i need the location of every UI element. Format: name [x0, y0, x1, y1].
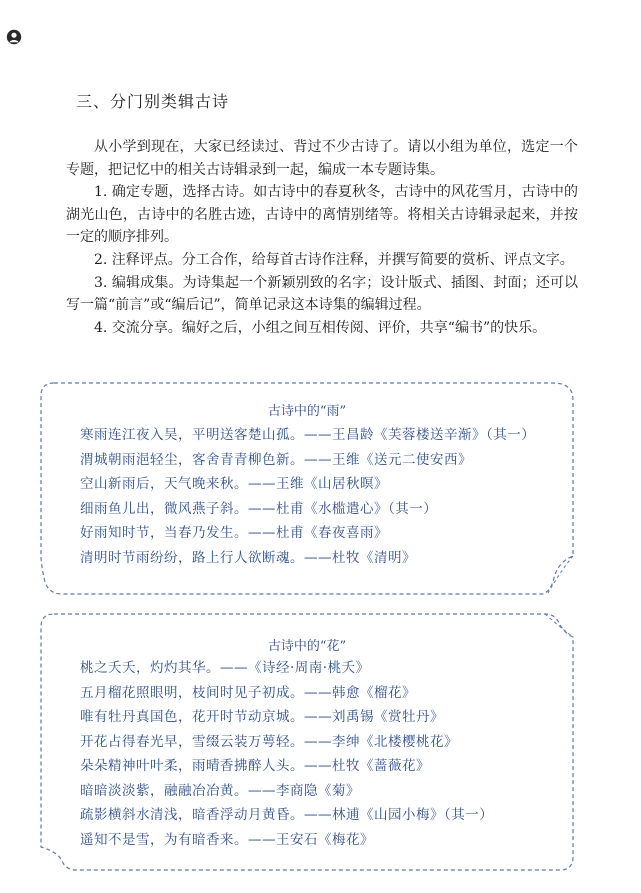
poem-line: 细雨鱼儿出，微风燕子斜。——杜甫《水槛遣心》（其一）	[80, 500, 438, 517]
poem-line: 寒雨连江夜入吴，平明送客楚山孤。——王昌龄《芙蓉楼送辛渐》（其一）	[80, 427, 536, 443]
poem-line: 好雨知时节，当春乃发生。——杜甫《春夜喜雨》	[80, 525, 388, 541]
poem-line: 开花占得春光早，雪缀云装万萼轻。——李绅《北楼樱桃花》	[80, 733, 458, 750]
rain-poems-card	[40, 382, 574, 595]
poem-line: 唯有牡丹真国色，花开时节动京城。——刘禹锡《赏牡丹》	[80, 709, 444, 725]
step-3-paragraph: 3. 编辑成集。为诗集起一个新颖别致的名字；设计版式、插图、封面；还可以写一篇“前言”或“编后记”，简单记录这本诗集的编辑过程。	[66, 274, 578, 314]
poem-line: 空山新雨后，天气晚来秋。——王维《山居秋暝》	[80, 476, 388, 492]
flower-poems-card	[40, 613, 574, 871]
poem-line: 暗暗淡淡紫，融融冶冶黄。——李商隐《菊》	[80, 782, 360, 799]
flower-poem-list	[80, 656, 493, 852]
instructions	[66, 136, 578, 339]
poem-line: 五月榴花照眼明，枝间时见子初成。——韩愈《榴花》	[80, 684, 416, 701]
step-1-paragraph: 1. 确定专题，选择古诗。如古诗中的春夏秋冬，古诗中的风花雪月，古诗中的湖光山色，古诗中的名胜古迹，古诗中的离情别绪等。将相关古诗辑录起来，并按一定的顺序排列。	[66, 184, 578, 246]
poem-line: 朵朵精神叶叶柔，雨晴香拂醉人头。——杜牧《蔷薇花》	[80, 758, 430, 774]
poem-line: 桃之夭夭，灼灼其华。——《诗经·周南·桃夭》	[80, 660, 370, 676]
poem-line: 清明时节雨纷纷，路上行人欲断魂。——杜牧《清明》	[80, 549, 416, 566]
rain-poem-list	[80, 423, 535, 570]
flower-card-title: 古诗中的“花”	[267, 639, 347, 654]
person-badge-icon	[6, 29, 22, 45]
intro-paragraph: 从小学到现在，大家已经读过、背过不少古诗了。请以小组为单位，选定一个专题，把记忆中的相关古诗辑录到一起，编成一本专题诗集。	[66, 139, 578, 178]
section-title: 三、分门别类辑古诗	[76, 92, 230, 111]
step-2-paragraph: 2. 注释评点。分工合作，给每首古诗作注释，并撰写简要的赏析、评点文字。	[94, 251, 574, 268]
poem-line: 疏影横斜水清浅，暗香浮动月黄昏。——林逋《山园小梅》（其一）	[80, 807, 494, 823]
rain-card-title: 古诗中的“雨”	[267, 404, 347, 419]
poem-line: 遥知不是雪，为有暗香来。——王安石《梅花》	[80, 831, 374, 848]
poem-line: 渭城朝雨浥轻尘，客舍青青柳色新。——王维《送元二使安西》	[80, 451, 472, 468]
step-4-paragraph: 4. 交流分享。编好之后，小组之间互相传阅、评价，共享“编书”的快乐。	[94, 319, 547, 336]
